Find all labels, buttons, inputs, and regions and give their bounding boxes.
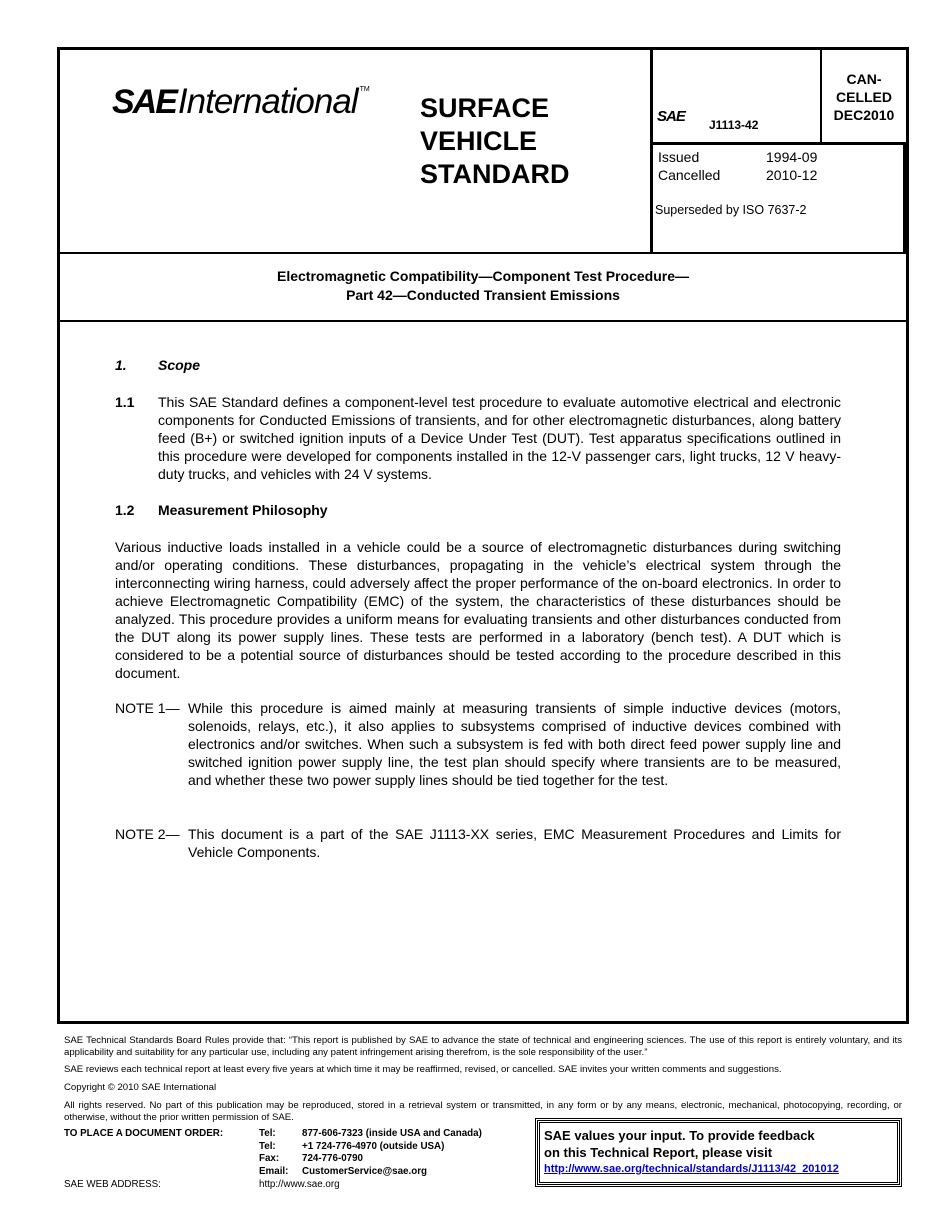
- document-title: [60, 267, 906, 305]
- note-text: While this procedure is aimed mainly at measuring transients of simple inductive devices (motors, solenoids, relays, etc.), it also applies to subsystems comprised of inductive devices combined with electronics and/or switches. When such a subsystem is fed with both direct feed power supply line and switched ignition power supply line, the test plan should specify where transients are to be measured, and whether these two power supply lines should be tied together for the test.: [188, 700, 841, 788]
- section-title: Measurement Philosophy: [158, 502, 328, 518]
- feedback-line2: on this Technical Report, please visit: [544, 1145, 773, 1160]
- feedback-link[interactable]: http://www.sae.org/technical/standards/J1113/42_201012: [544, 1163, 839, 1175]
- note-label: NOTE 2—: [115, 826, 180, 842]
- document-title-line1: Electromagnetic Compatibility—Component Test Procedure—: [276, 268, 690, 284]
- email-value: CustomerService@sae.org: [302, 1165, 427, 1177]
- standard-type-line: VEHICLE: [420, 126, 538, 156]
- section-1-1: [115, 393, 841, 483]
- web-label: SAE WEB ADDRESS:: [64, 1179, 161, 1190]
- section-scope-heading: [115, 356, 841, 374]
- standard-type: [420, 92, 570, 191]
- cancelled-badge-line: CAN-: [846, 71, 882, 87]
- tel2-value: +1 724-776-4970 (outside USA): [302, 1140, 445, 1152]
- note-2: [115, 825, 841, 861]
- document-frame: [57, 47, 909, 1024]
- footer-review: SAE reviews each technical report at least every five years at which time it may be reaffirmed, revised, or cancelled. SAE invites your written comments and suggestions.: [64, 1064, 782, 1075]
- logo-international-text: International: [177, 82, 358, 121]
- footer-rights: All rights reserved. No part of this publication may be reproduced, stored in a retrieval system or transmitted, in any form or by any means, electronic, mechanical, photocopying, recording, or otherwise, without the prior written permission of SAE.: [64, 1100, 902, 1123]
- info-right-border: [903, 142, 906, 252]
- cancelled-badge-line: CELLED: [836, 89, 892, 105]
- feedback-box: [535, 1118, 902, 1187]
- web-address[interactable]: http://www.sae.org: [259, 1179, 340, 1190]
- footer-copyright: Copyright © 2010 SAE International: [64, 1082, 217, 1093]
- issued-label: Issued: [658, 149, 700, 165]
- feedback-content: [544, 1127, 839, 1178]
- standard-type-line: SURFACE: [420, 93, 550, 123]
- logo-trademark: TM: [359, 86, 370, 93]
- section-number: 1.2: [115, 502, 135, 518]
- fax-label: Fax:: [259, 1153, 280, 1164]
- sae-small-logo: SAE: [657, 108, 685, 125]
- section-number: 1.1: [115, 394, 135, 410]
- section-1-2-heading: [115, 501, 841, 519]
- header-vertical-rule: [650, 50, 653, 252]
- section-text: This SAE Standard defines a component-level test procedure to evaluate automotive electrical and electronic components for Conducted Emissions of transients, and for other electromagnetic disturbances, along battery feed (B+) or switched ignition inputs of a Device Under Test (DUT). Test apparatus specifications outlined in this procedure were developed for components installed in the 12-V passenger cars, light trucks, 12 V heavy-duty trucks, and vehicles with 24 V systems.: [158, 394, 841, 482]
- info-horizontal-rule: [653, 142, 906, 145]
- philosophy-paragraph: Various inductive loads installed in a vehicle could be a source of electromagnetic disturbances during switching and/or operating conditions. These disturbances, propagating in the vehicle’s electrical system through the interconnecting wiring harness, could adversely affect the proper performance of the on-board electronics. In order to achieve Electromagnetic Compatibility (EMC) of the system, the characteristics of these disturbances should be analyzed. This procedure provides a uniform means for evaluating transients and other disturbances conducted from the DUT along its power supply lines. These tests are performed in a laboratory (bench test). A DUT which is considered to be a potential source of disturbances should be tested according to the procedure described in this document.: [115, 539, 841, 681]
- order-values: [302, 1128, 482, 1178]
- issue-dates: [658, 148, 817, 184]
- footer-rules: SAE Technical Standards Board Rules provide that: “This report is published by SAE to advance the state of technical and engineering sciences. The use of this report is entirely voluntary, and its applicability and suitability for any particular use, including any patent infringement arising therefrom, is the sole responsibility of the user.”: [64, 1035, 902, 1058]
- title-divider: [60, 320, 906, 322]
- issued-value: 1994-09: [766, 149, 818, 165]
- cancelled-value: 2010-12: [766, 167, 818, 183]
- logo-sae-text: SAE: [112, 83, 176, 121]
- section-number: 1.: [115, 357, 127, 373]
- fax-value: 724-776-0790: [302, 1153, 364, 1164]
- tel2-label: Tel:: [259, 1140, 276, 1152]
- document-title-line2: Part 42—Conducted Transient Emissions: [346, 287, 620, 303]
- section-title: Scope: [158, 357, 201, 373]
- order-labels: [259, 1128, 288, 1178]
- order-heading: TO PLACE A DOCUMENT ORDER:: [64, 1128, 224, 1139]
- tel1-label: Tel:: [259, 1128, 276, 1139]
- standard-type-line: STANDARD: [420, 159, 570, 189]
- tel1-value: 877-606-7323 (inside USA and Canada): [302, 1128, 482, 1139]
- email-label: Email:: [259, 1165, 289, 1177]
- cancelled-label: Cancelled: [658, 167, 721, 183]
- header-divider: [60, 252, 906, 254]
- cancelled-badge: [822, 70, 906, 124]
- feedback-line1: SAE values your input. To provide feedback: [544, 1128, 815, 1143]
- note-1: [115, 699, 841, 789]
- note-label: NOTE 1—: [115, 700, 180, 716]
- superseded-by: Superseded by ISO 7637-2: [655, 203, 807, 217]
- sae-international-logo: [112, 82, 370, 122]
- note-text: This document is a part of the SAE J1113-XX series, EMC Measurement Procedures and Limits for Vehicle Components.: [188, 826, 841, 860]
- document-number: J1113-42: [709, 118, 759, 132]
- cancelled-badge-line: DEC2010: [833, 107, 895, 123]
